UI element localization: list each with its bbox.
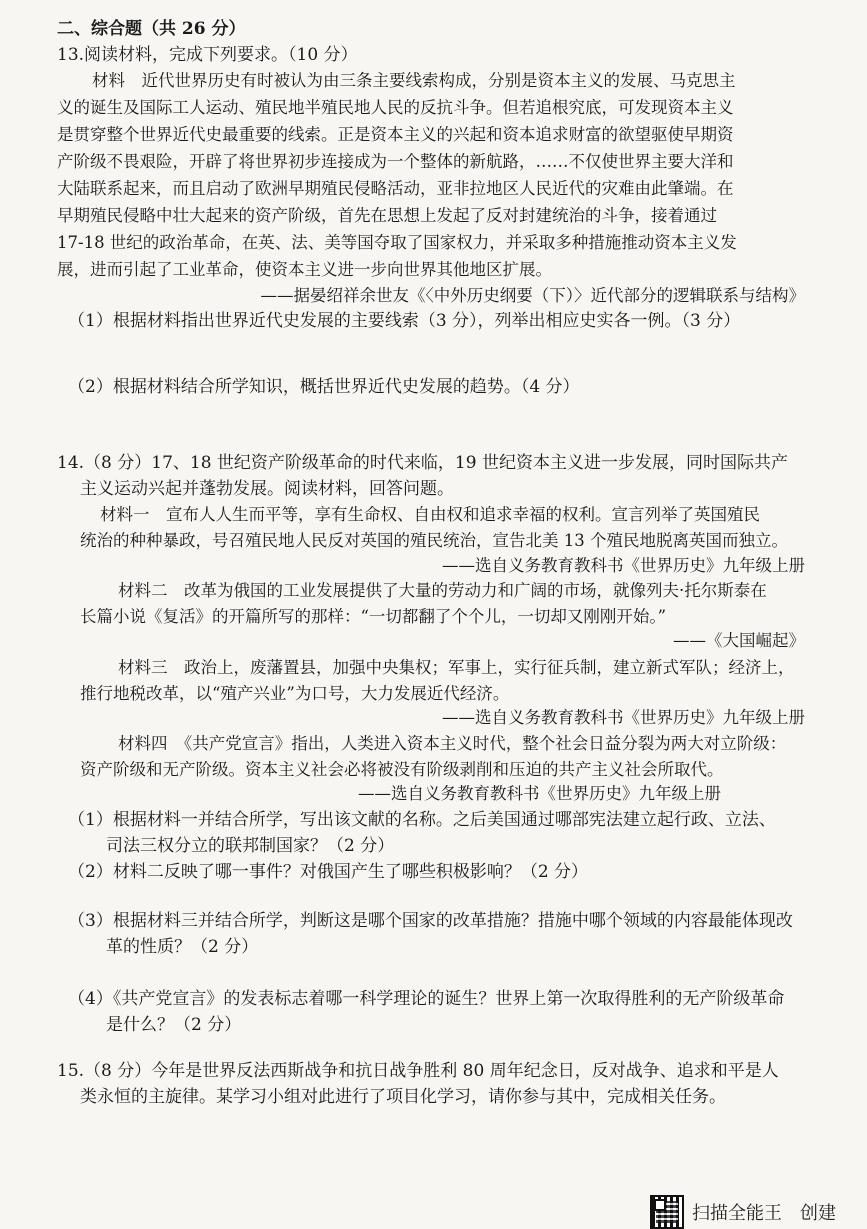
q14-material1-source: ——选自义务教育教科书《世界历史》九年级上册 bbox=[442, 556, 805, 575]
watermark-text: 扫描全能王 创建 bbox=[692, 1203, 836, 1224]
section-heading: 二、综合题（共 26 分） bbox=[57, 19, 246, 39]
q15-stem-line1: 15.（8 分）今年是世界反法西斯战争和抗日战争胜利 80 周年纪念日，反对战争、追求和平是人 bbox=[57, 1061, 779, 1081]
q14-material2-line2: 长篇小说《复活》的开篇所写的那样：“一切都翻了个个儿，一切却又刚刚开始。” bbox=[80, 607, 667, 626]
q13-stem: 13.阅读材料，完成下列要求。（10 分） bbox=[57, 45, 358, 65]
q14-material4-line1: 材料四 《共产党宣言》指出，人类进入资本主义时代，整个社会日益分裂为两大对立阶级： bbox=[118, 734, 787, 753]
q14-sub1-line2: 司法三权分立的联邦制国家？（2 分） bbox=[106, 836, 395, 856]
q14-stem-line1: 14.（8 分）17、18 世纪资产阶级革命的时代来临，19 世纪资本主义进一步发展，同时国际共产 bbox=[57, 453, 788, 473]
q14-material4-source: ——选自义务教育教科书《世界历史》九年级上册 bbox=[358, 784, 721, 803]
q13-material-line: 展，进而引起了工业革命，使资本主义进一步向世界其他地区扩展。 bbox=[57, 260, 552, 279]
qr-code-icon bbox=[650, 1195, 684, 1229]
q13-material-line: 是贯穿整个世界近代史最重要的线索。正是资本主义的兴起和资本追求财富的欲望驱使早期资 bbox=[57, 125, 734, 144]
q13-material-line: 产阶级不畏艰险，开辟了将世界初步连接成为一个整体的新航路，……不仅使世界主要大洋和 bbox=[57, 152, 734, 171]
q14-material2-line1: 材料二 改革为俄国的工业发展提供了大量的劳动力和广阔的市场，就像列夫·托尔斯泰在 bbox=[118, 581, 767, 600]
q14-sub3-line2: 革的性质？（2 分） bbox=[106, 937, 259, 957]
q14-material1-line2: 统治的种种暴政，号召殖民地人民反对英国的殖民统治，宣告北美 13 个殖民地脱离英国而独立。 bbox=[80, 531, 788, 550]
q13-material-line: 材料 近代世界历史有时被认为由三条主要线索构成，分别是资本主义的发展、马克思主 bbox=[92, 71, 736, 90]
q13-material-line: 大陆联系起来，而且启动了欧洲早期殖民侵略活动，亚非拉地区人民近代的灾难由此肇端。在 bbox=[57, 179, 734, 198]
q14-material3-source: ——选自义务教育教科书《世界历史》九年级上册 bbox=[442, 708, 805, 727]
q13-material-line: 早期殖民侵略中壮大起来的资产阶级，首先在思想上发起了反对封建统治的斗争，接着通过 bbox=[57, 206, 717, 225]
q15-stem-line2: 类永恒的主旋律。某学习小组对此进行了项目化学习，请你参与其中，完成相关任务。 bbox=[80, 1087, 726, 1107]
q14-material3-line1: 材料三 政治上，废藩置县，加强中央集权；军事上，实行征兵制，建立新式军队；经济上， bbox=[118, 658, 795, 677]
q14-sub2: （2）材料二反映了哪一事件？对俄国产生了哪些积极影响？（2 分） bbox=[68, 862, 589, 882]
q13-material-line: 17-18 世纪的政治革命，在英、法、美等国夺取了国家权力，并采取多种措施推动资本主义发 bbox=[57, 233, 737, 252]
q14-sub4-line2: 是什么？（2 分） bbox=[106, 1015, 242, 1035]
q14-material4-line2: 资产阶级和无产阶级。资本主义社会必将被没有阶级剥削和压迫的共产主义社会所取代。 bbox=[80, 760, 724, 779]
q13-sub1: （1）根据材料指出世界近代史发展的主要线索（3 分），列举出相应史实各一例。（3 分） bbox=[68, 311, 741, 331]
q14-material3-line2: 推行地税改革，以“殖产兴业”为口号，大力发展近代经济。 bbox=[80, 684, 510, 703]
q14-sub1-line1: （1）根据材料一并结合所学，写出该文献的名称。之后美国通过哪部宪法建立起行政、立法、 bbox=[68, 810, 776, 830]
q14-stem-line2: 主义运动兴起并蓬勃发展。阅读材料，回答问题。 bbox=[80, 479, 454, 499]
scanner-watermark bbox=[650, 1195, 836, 1229]
q14-sub3-line1: （3）根据材料三并结合所学，判断这是哪个国家的改革措施？措施中哪个领域的内容最能体现改 bbox=[68, 911, 793, 931]
q14-material2-source: ——《大国崛起》 bbox=[673, 631, 805, 650]
q14-material1-line1: 材料一 宣布人人生而平等，享有生命权、自由权和追求幸福的权利。宣言列举了英国殖民 bbox=[100, 505, 760, 524]
q13-sub2: （2）根据材料结合所学知识，概括世界近代史发展的趋势。（4 分） bbox=[68, 377, 580, 397]
q14-sub4-line1: （4）《共产党宣言》的发表标志着哪一科学理论的诞生？世界上第一次取得胜利的无产阶级革命 bbox=[68, 989, 785, 1009]
q13-source: ——据晏绍祥余世友《〈中外历史纲要（下）〉近代部分的逻辑联系与结构》 bbox=[260, 286, 805, 305]
q13-material-line: 义的诞生及国际工人运动、殖民地半殖民地人民的反抗斗争。但若追根究底，可发现资本主义 bbox=[57, 98, 734, 117]
